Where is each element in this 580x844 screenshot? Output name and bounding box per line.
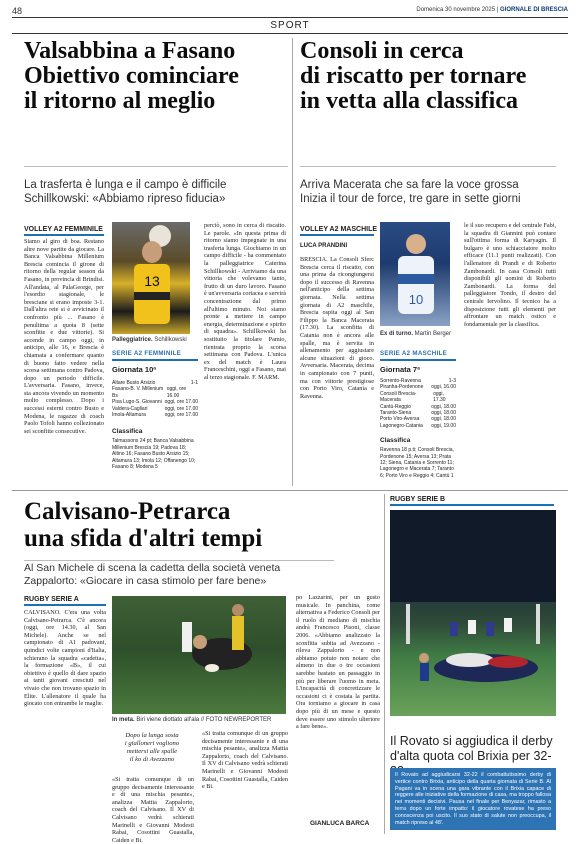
article1-kicker: VOLLEY A2 FEMMINILE [24,226,103,233]
article3-photo-caption [112,717,292,723]
standings-text: Ravenna 18 p.ti; Consoli Brescia, Pordenone 15; Aversa 13; Prata 12; Siena, Catania e Sorrento 11; Lagonegro e Macerata 7; Taranto 6; Porto Viro e Reggio 4; Cantù 1 [380,447,454,479]
table-row: Lagonegro-Catania oggi, 19.00 [380,422,456,429]
column-divider [292,38,293,486]
article1-body-col3: perciò, sono in cerca di riscatto. Le parole. «In questa prima di ritorno siamo impegnate in una trasferta lunga. Giochiamo in un campo difficile - ha commentato la palleggiatrice Caterina Schillkowski - Arriviamo da una vittoria che volevamo tanto, frutto di un duro lavoro. Fasano è un'avversaria coriacea e servirà concentrazione dal primo all'ultimo minuto. Noi siamo pronte a mettere in campo energia, determinazione e spirito di squadra». Schillkowski ha sostituito la titolare Pamio, rientrata proprio la scorsa settimana con Padova. L'unica ex del match è Laura Franceschini, oggi a Fasano, mai al terzo stagionale. F. MARM. [204,222,286,381]
article2-title-line1: Consoli in cerca [300,38,464,64]
article2-headline [300,39,564,114]
section-title: SPORT [270,20,310,31]
caption-label: Ex di turno. [380,331,413,337]
table-row: Cantù-Reggio oggi, 18.00 [380,403,456,410]
article3-byline: GIANLUCA BARCA [310,820,370,827]
article4-kicker-rule [390,504,554,506]
article2-kicker-rule [300,234,374,236]
standings-title: Classifica [380,437,411,445]
article2-kicker: VOLLEY A2 MASCHILE [300,226,378,233]
table-row: Imola-Altamura oggi, ore 17.00 [112,412,198,419]
article3-kicker-rule [24,604,106,606]
article1-headline [24,39,279,114]
rugby-players-icon [112,596,286,714]
table-row: Fasano-B. V. Millenium Bs oggi, ore 16.00 [112,386,187,399]
article2-sub-rule [300,166,556,167]
svg-text:10: 10 [408,292,424,307]
table-row: Piranha-Pordenone oggi, 16.00 [380,384,456,391]
article2-body-col1: BRESCIA. La Consoli Sferc Brescia cerca il riscatto, con una prima da ricongiungersi dopo il successo di Ravenna nell'anticipo della settima giornata. Nella settima giornata di A2 maschile, Brescia ospita oggi al San Filippo la Banca Macerata (17.30). La sconfitta di Catania non è ancora alle spalle, ma è servita in allenamento per aggiustare alcune situazioni di gioco. Avversaria. Macerata, decima in campionato con 7 punti, ma con vittorie prestigiose con Porto Viro, Catania e Ravenna. [300,256,374,400]
article3-pull-quote: Dopo la lunga sosta i gialloneri vogliono mettersi alle spalle il ko di Avezzano [124,732,180,763]
caption-label: Palleggiatrice. [112,337,153,343]
article1-photo-caption [112,337,198,343]
article2-photo-caption [380,331,456,337]
standings-title: Classifica [112,428,143,436]
header-rule [12,17,568,18]
volleyball-player-photo-2 [380,222,450,326]
article1-kicker-rule [24,234,104,236]
article4-summary-box [390,768,556,830]
rugby-serie-b-photo [390,510,556,716]
article1-body-col1: Siamo al giro di boa. Restano altre nove partite da giocare. La Banca Valsabbina Millenium Brescia comincia il girone di ritorno della regular season da Fasano, in provincia di Brindisi. All'andata, al PalaGeorge, per l'esordio stagionale, le bresciane si erano imposte 3-1. Dall'altra rete si è avvicinato il confronto più ... Fasano è penultima a quota 8 (sette sconfitte e due vittorie). Si accende in campo oggi, in anticipo, alle 16, e Brescia è chiamata a confermare quanto di buono fatto vedere nella scorsa settimana contro Padova, dopo un periodo difficile. L'avversaria. Fasano, invece, sta ancora vivendo un momento molto complesso. Dopo i successi esterni contro Busto e Modena, le ragazze di coach Paolo Tofoli hanno collezionato sei sconfitte consecutive. [24,238,104,435]
results-table [380,378,456,429]
table-row: Altare Busto Arsizio 1-1 [112,380,198,386]
table-row: Sorrento-Ravenna 1-3 [380,378,456,384]
table-row: Taranto-Siena oggi, 18.00 [380,410,456,417]
article3-subtitle [24,562,344,588]
article3-kicker: RUGBY SERIE A [24,596,79,603]
box-title: Giornata 7ª [380,365,420,374]
article3-title-line1: Calvisano-Petrarca [24,498,231,525]
rugby-scrum-icon [390,510,556,716]
article2-title-line3: in vetta alla classifica [300,88,518,114]
article1-sub-rule [24,166,288,167]
article1-subtitle [24,178,286,206]
volleyball-player-photo [112,222,190,334]
table-row: Consoli Brescia-Macerata oggi, 17.30 [380,390,446,404]
article3-title-line2: una sfida d'altri tempi [24,525,263,552]
rugby-match-photo [112,596,286,714]
article3-body-col2c: «Si tratta comunque di un gruppo decisamente interessante e di una mischia pesante», analizza Mattia Zappalorto, coach del Calvisano. Il XV di Calvisano vedrà schierati Marinelli e Giovanni Modesti Rabai, Cosottini Guastalla, Caiden e Bi. [202,730,288,791]
article2-subtitle-line2: Inizia il tour de force, tre gare in sette giorni [300,193,521,205]
box-label: SERIE A2 MASCHILE [380,350,448,357]
table-row: Porto Viro-Aversa oggi, 18.00 [380,416,456,423]
article3-body-col2: «Si tratta comunque di un gruppo decisamente interessante e di una mischia pesante», analizza Mattia Zappalorto, coach del Calvisano. Il XV di Calvisano vedrà schierati Marinelli e Giovanni Modesti Rabai, Cosottini Guastalla, Caiden e Bi. [112,776,194,844]
article4-title-line1: Il Rovato si aggiudica il derby [390,734,553,748]
article3-body-col1: CALVISANO. C'era una volta Calvisano-Petrarca. C'è ancora (oggi, ore 14.30, al San Michele). Anche se nel campionato di A1 padovani, quindici volte campioni d'Italia, schierano la squadra «cadetta», la formazione «B», il cui obiettivo è quello di dare spazio ai tanti giovani cresciuti nel vivaio che non trovano spazio in Elite. L'allenatore il quale ha giocato con entrambe le maglie. [24,609,106,708]
mid-page-rule [12,490,568,491]
column-divider-2 [384,494,385,834]
caption-label: In meta. [112,717,135,723]
article1-subtitle-line2: Schillkowski: «Abbiamo ripreso fiducia» [24,193,226,205]
table-row: Valdera-Cagliari oggi, ore 17.00 [112,405,198,412]
table-row: Pisa Lugo-S. Giovanni oggi, ore 17.00 [112,399,198,406]
article3-body-col3: po Lazzarini, per un gusto musicale. In panchina, come alternativa a Federico Consoli per il ruolo di mediano di mischia andrà Francesco Pisoni, classe 2006. «Abbiamo analizzato la sconfitta subita ad Avezzano - rileva Zappalorto - e non abbiamo potuto non notare che almeno in due o tre occasioni sarebbe bastato un passaggio in più per liberare l'uomo in meta. L'incapacità di concretizzare le occasioni ci è costata la partita. Ora torniamo a giocare in casa dopo più di un mese e questo deve essere uno stimolo ulteriore a fare bene». [296,594,380,731]
page-number: 48 [12,6,23,16]
results-table [112,380,198,418]
caption-text: Biri viene diottato all'ala // FOTO NEWREPORTER [136,717,272,723]
issue-date: Domenica 30 novembre 2025 [416,7,496,13]
article1-title-line2: Obiettivo cominciare [24,63,239,89]
article2-subtitle [300,178,562,206]
article3-subtitle-line1: Al San Michele di scena la cadetta della società veneta [24,562,281,574]
article2-subtitle-line1: Arriva Macerata che sa fare la voce grossa [300,179,519,191]
article2-results-box [380,350,456,479]
article4-title-line2: d'alta quota col Brixia per 32- [390,749,552,763]
caption-text: Martin Berger [414,331,452,337]
article2-title-line2: di riscatto per tornare [300,63,527,89]
article1-title-line3: il ritorno al meglio [24,88,216,114]
player-silhouette-icon [112,222,190,334]
box-rule [112,359,198,361]
article3-headline [24,498,340,552]
standings-text: Talmassons 24 pt; Banca Valsabbina Millenium Brescia 19; Padova 18; Altino 16; Fasano Busto Arsizio 15; Altamura 13; Imola 12; Offanengo 10; Fasano 8; Modena 5 [112,438,196,471]
article1-title-line1: Valsabbina a Fasano [24,38,236,64]
article4-kicker: RUGBY SERIE B [390,496,446,503]
article3-sub-rule [24,560,334,561]
dateline: Domenica 30 novembre 2025 | GIORNALE DI BRESCIA [416,7,568,13]
article4-body: Il Rovato ad aggiudicarsi 32-22 il combattutissimo derby di vertice contro Brixia, anticipo della quarta giornata di Serie B. Al Pagani va in scena una gara vibrante con il Brixia capace di reggere alle iniziative della formazione di casa, ma troppo fallosa nei momenti decisivi. Pausa nel finale per Benyazar, rimasto a terra dopo un forte impatto: il giocatore rovatese ha preso conoscenza poi uscito. Il suo stato di salute non preoccupa, il match ripreso al 48'. [395,772,551,826]
article2-byline: LUCA PRANDINI [300,243,348,249]
article1-results-box [112,350,198,470]
article3-subtitle-line2: Zappalorto: «Giocare in casa stimolo per fare bene» [24,575,267,587]
section-rule [12,33,568,34]
newspaper-name: GIORNALE DI BRESCIA [499,7,568,13]
player-silhouette-icon [380,222,450,326]
article2-body-col3: le il suo recupero e del centrale Fabi, la squadra di Giannini può contare sull'ottima forma di Karyagin. Il bulgaro è uno schiacciatore molto efficace (11.1 punti realizzati). Con l'allenatore di Prandi e di Roberto Zambonardi. In casa Consoli tutti disponibili gli uomini di Roberto Zambonardi. La forma del palleggiatore Tondo, il destro del centrale Iervolino. Il tecnico ha a disposizione tutti gli elementi per affrontare un match ostico e fondamentale per la classifica. [464,222,556,328]
box-label: SERIE A2 FEMMINILE [112,350,182,357]
box-title: Giornata 10ª [112,365,157,374]
box-rule [380,359,456,361]
svg-text:13: 13 [144,273,160,289]
caption-text: Schillkowski [154,337,187,343]
article1-subtitle-line1: La trasferta è lunga e il campo è difficile [24,179,227,191]
